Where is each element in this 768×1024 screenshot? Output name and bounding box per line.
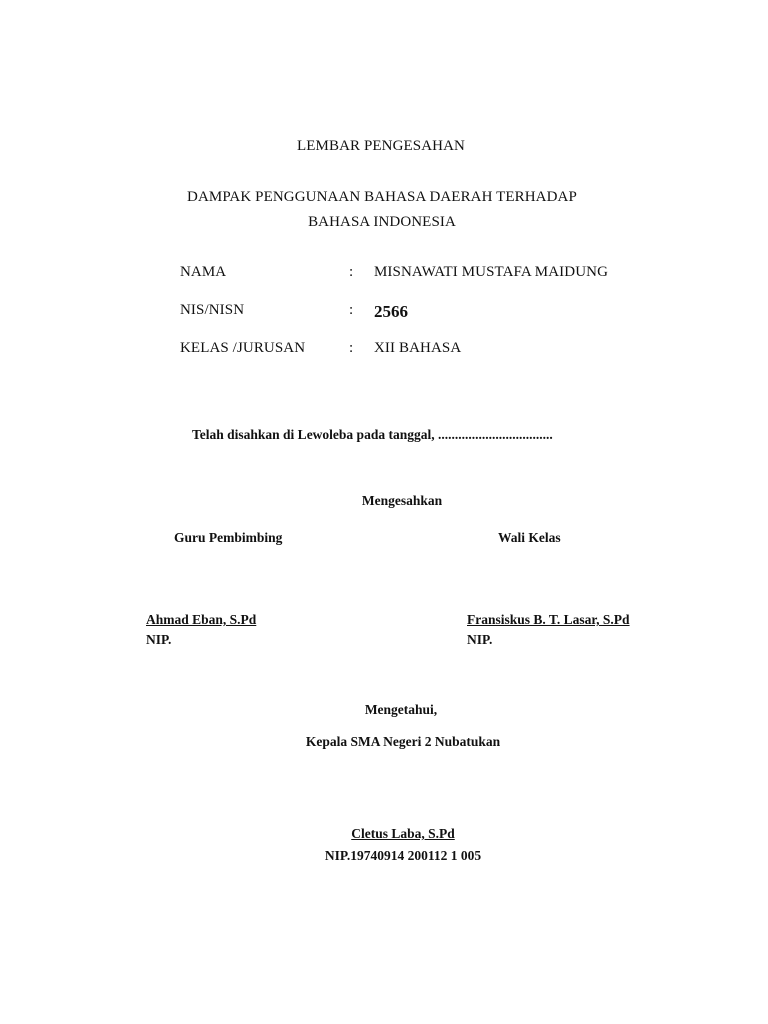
supervisor-role: Guru Pembimbing	[174, 530, 283, 545]
class-label: KELAS /JURUSAN	[180, 340, 306, 356]
homeroom-role: Wali Kelas	[498, 530, 561, 545]
nis-label: NIS/NISN	[180, 302, 245, 318]
principal-role: Kepala SMA Negeri 2 Nubatukan	[305, 734, 501, 749]
nis-value: 2566	[374, 302, 408, 321]
supervisor-nip: NIP.	[146, 632, 172, 647]
principal-name: Cletus Laba, S.Pd	[351, 826, 455, 841]
approval-statement: Telah disahkan di Lewoleba pada tanggal, ..................................	[192, 427, 553, 442]
name-separator: :	[349, 264, 354, 280]
homeroom-name: Fransiskus B. T. Lasar, S.Pd	[467, 612, 630, 627]
supervisor-name: Ahmad Eban, S.Pd	[146, 612, 257, 627]
class-separator: :	[349, 340, 354, 356]
approved-by-heading: Mengesahkan	[361, 493, 443, 508]
principal-nip: NIP.19740914 200112 1 005	[324, 848, 482, 863]
class-value: XII BAHASA	[374, 340, 462, 356]
nis-separator: :	[349, 302, 354, 318]
report-title-line-2: BAHASA INDONESIA	[308, 214, 456, 230]
name-label: NAMA	[180, 264, 227, 280]
sheet-title: LEMBAR PENGESAHAN	[297, 138, 465, 154]
acknowledged-heading: Mengetahui,	[364, 702, 438, 717]
name-value: MISNAWATI MUSTAFA MAIDUNG	[374, 264, 608, 280]
report-title-line-1: DAMPAK PENGGUNAAN BAHASA DAERAH TERHADAP	[187, 189, 577, 205]
homeroom-nip: NIP.	[467, 632, 493, 647]
